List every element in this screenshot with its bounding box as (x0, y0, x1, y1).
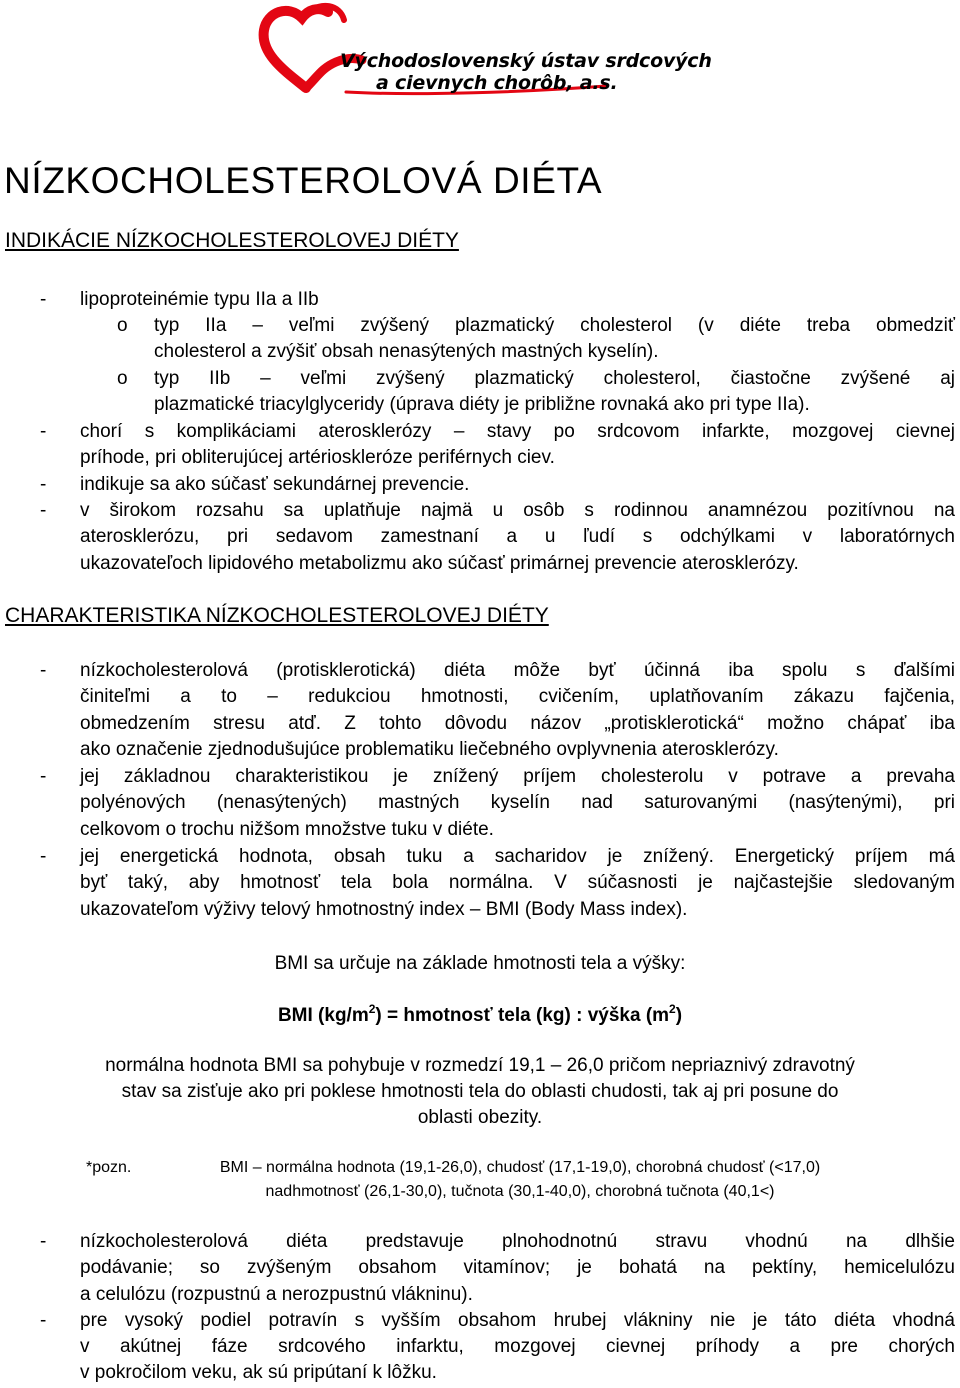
char-p1-line4: ako označenie zjednodušujúce problematiku liečebného ovplyvnenia aterosklerózy. (80, 739, 779, 760)
dash-marker: - (40, 1310, 47, 1331)
char-p3-line1: jej energetická hodnota, obsah tuku a sacharidov je znížený. Energetický príjem má (80, 846, 955, 867)
indication-item-2-line2: príhode, pri obliterujúcej artérioskleróze periférnych ciev. (80, 447, 555, 468)
bmi-normal-line3: oblasti obezity. (417, 1107, 543, 1128)
char-p5-line2: v akútnej fáze srdcového infarktu, mozgovej cievnej príhody a pre chorých (80, 1336, 955, 1357)
bullet-marker: o (117, 368, 128, 389)
org-name-line1: Východoslovenský ústav srdcových (340, 50, 712, 72)
formula-part1: BMI (kg/m (277, 1005, 369, 1026)
document-title: NÍZKOCHOLESTEROLOVÁ DIÉTA (4, 160, 603, 201)
sub-item-2-line1: typ IIb – veľmi zvýšený plazmatický cholesterol, čiastočne zvýšené aj (154, 368, 955, 389)
indication-item-4-line2: aterosklerózu, pri sedavom zamestnaní a u ľudí s odchýlkami v laboratórnych (80, 526, 955, 547)
dash-marker: - (40, 500, 47, 521)
indication-item-2-line1: chorí s komplikáciami aterosklerózy – stavy po srdcovom infarkte, mozgovej cievnej (80, 421, 955, 442)
sub-item-1-line2: cholesterol a zvýšiť obsah nenasýtených mastných kyselín). (154, 341, 659, 362)
char-p3-line2: byť taký, aby hmotnosť tela bola normálna. V súčasnosti je najčastejšie sledovaným (80, 872, 955, 893)
note-line1: BMI – normálna hodnota (19,1-26,0), chudosť (17,1-19,0), chorobná chudosť (<17,0) (219, 1159, 821, 1176)
header-logo (258, 2, 712, 102)
indications-heading: INDIKÁCIE NÍZKOCHOLESTEROLOVEJ DIÉTY (5, 229, 459, 252)
char-p2-line2: polyénových (nenasýtených) mastných kyselín nad saturovanými (nasýtenými), pri (80, 792, 955, 813)
formula-sup1: 2 (368, 1002, 376, 1016)
indication-item-4-line3: ukazovateľoch lipidového metabolizmu ako súčasť primárnej prevencie aterosklerózy. (80, 553, 799, 574)
char-p5-line3: v pokročilom veku, ak sú pripútaní k lôžku. (80, 1362, 437, 1383)
note-label: *pozn. (86, 1159, 132, 1176)
sub-item-2-line2: plazmatické triacylglyceridy (úprava diéty je približne rovnaká ako pri type IIa). (154, 394, 810, 415)
dash-marker: - (40, 766, 47, 787)
indication-item-4-line1: v širokom rozsahu sa uplatňuje najmä u osôb s rodinnou anamnézou pozitívnou na (80, 500, 955, 521)
formula-sup2: 2 (669, 1002, 676, 1016)
char-p3-line3: ukazovateľom výživy telový hmotnostný index – BMI (Body Mass index). (80, 899, 688, 920)
org-name-line2: a cievnych chorôb, a.s. (376, 72, 618, 94)
characteristics-heading: CHARAKTERISTIKA NÍZKOCHOLESTEROLOVEJ DIÉTY (5, 604, 549, 627)
char-p1-line2: činiteľmi a to – redukciou hmotnosti, cvičením, uplatňovaním zákazu fajčenia, (80, 686, 955, 707)
dash-marker: - (40, 421, 47, 442)
indication-item-3: indikuje sa ako súčasť sekundárnej prevencie. (80, 474, 470, 495)
bullet-marker: o (117, 315, 128, 336)
char-p4-line2: podávanie; so zvýšeným obsahom vitamínov; je bohatá na pektíny, hemicelulózu (80, 1257, 955, 1278)
formula-part3: ) (675, 1005, 683, 1026)
char-p5-line1: pre vysoký podiel potravín s vyšším obsahom hrubej vlákniny nie je táto diéta vhodná (80, 1310, 955, 1331)
note-line2: nadhmotnosť (26,1-30,0), tučnota (30,1-40,0), chorobná tučnota (40,1<) (265, 1183, 775, 1200)
bmi-normal-line2: stav sa zisťuje ako pri poklese hmotnosti tela do oblasti chudosti, tak aj pri posune do (121, 1081, 839, 1102)
bmi-intro: BMI sa určuje na základe hmotnosti tela a výšky: (274, 953, 686, 974)
dash-marker: - (40, 1231, 47, 1252)
char-p2-line3: celkovom o trochu nižšom množstve tuku v diéte. (80, 819, 494, 840)
char-p1-line1: nízkocholesterolová (protisklerotická) diéta môže byť účinná iba spolu s ďalšími (80, 660, 955, 681)
char-p4-line3: a celulózu (rozpustnú a nerozpustnú vlákninu). (80, 1284, 473, 1305)
dash-marker: - (40, 289, 47, 310)
char-p1-line3: obmedzením stresu atď. Z tohto dôvodu názov „protisklerotická“ možno chápať iba (80, 713, 955, 734)
bmi-normal-line1: normálna hodnota BMI sa pohybuje v rozmedzí 19,1 – 26,0 pričom nepriaznivý zdravotný (105, 1055, 855, 1076)
formula-part2: ) = hmotnosť tela (kg) : výška (m (375, 1005, 670, 1026)
char-p4-line1: nízkocholesterolová diéta predstavuje plnohodnotnú stravu vhodnú na dlhšie (80, 1231, 955, 1252)
indication-item-1: lipoproteinémie typu IIa a IIb (80, 289, 319, 310)
sub-item-1-line1: typ IIa – veľmi zvýšený plazmatický cholesterol (v diéte treba obmedziť (154, 315, 955, 336)
dash-marker: - (40, 474, 47, 495)
char-p2-line1: jej základnou charakteristikou je znížený príjem cholesterolu v potrave a prevaha (80, 766, 955, 787)
bmi-formula (0, 1003, 960, 1030)
dash-marker: - (40, 846, 47, 867)
dash-marker: - (40, 660, 47, 681)
